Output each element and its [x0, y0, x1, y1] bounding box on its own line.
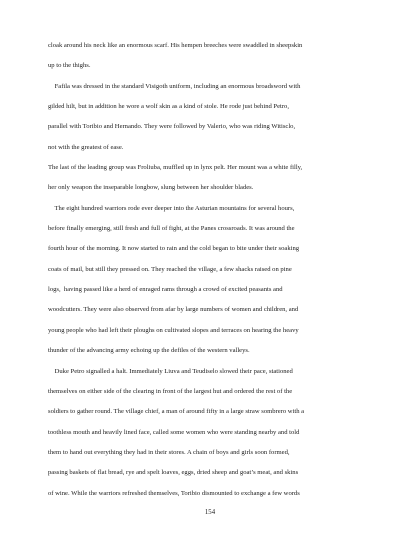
text-line: toothless mouth and heavily lined face, called some women who were standing nearby and told	[48, 428, 300, 436]
page-number: 154	[204, 509, 216, 516]
text-line: of wine. While the warriors refreshed themselves, Toribio dismounted to exchange a few words	[48, 489, 300, 497]
text-line: up to the thighs.	[48, 62, 91, 70]
text-line: Duke Petro signalled a halt. Immediately Liuva and Teudiselo slowed their pace, stationed	[48, 367, 293, 375]
text-line: Fafila was dressed in the standard Visigoth uniform, including an enormous broadsword with	[48, 82, 301, 90]
text-line: parallel with Toribio and Hernando. They were followed by Valerio, who was riding Witisclo,	[48, 123, 296, 131]
text-line: not with the greatest of ease.	[48, 143, 124, 151]
text-line: gilded hilt, but in addition he wore a wolf skin as a kind of stole. He rode just behind Petro,	[48, 103, 289, 111]
text-line: The last of the leading group was Froliuba, muffled up in lynx pelt. Her mount was a white filly,	[48, 164, 303, 172]
body-text	[48, 40, 378, 508]
text-line: logs, having passed like a herd of enraged rams through a crowd of excited peasants and	[48, 286, 283, 294]
text-line: them to hand out everything they had in their stores. A chain of boys and girls soon formed,	[48, 448, 290, 456]
text-line: coats of mail, but still they pressed on. They reached the village, a few shacks raised on pine	[48, 265, 292, 273]
text-line: soldiers to gather round. The village chief, a man of around fifty in a large straw sombrero with a	[48, 408, 305, 416]
text-line: cloak around his neck like an enormous scarf. His hempen breeches were swaddled in sheepskin	[48, 42, 303, 49]
text-line: fourth hour of the morning. It now started to rain and the cold began to bite under their soaking	[48, 245, 300, 253]
text-line: thunder of the advancing army echoing up the defiles of the western valleys.	[48, 347, 250, 355]
text-line: passing baskets of flat bread, rye and spelt loaves, eggs, dried sheep and goat’s meat, and skins	[48, 469, 299, 477]
text-line: before finally emerging, still fresh and full of fight, at the Panes crossroads. It was around the	[48, 225, 295, 233]
text-line: her only weapon the inseparable longbow, slung between her shoulder blades.	[48, 184, 254, 192]
text-line: young people who had left their ploughs on cultivated slopes and terraces on hearing the heavy	[48, 326, 299, 334]
text-line: The eight hundred warriors rode ever deeper into the Asturian mountains for several hours,	[48, 204, 295, 212]
text-line: woodcutters. They were also observed from afar by large numbers of women and children, and	[48, 306, 299, 314]
text-line: themselves on either side of the clearing in front of the largest hut and ordered the rest of the	[48, 387, 293, 395]
